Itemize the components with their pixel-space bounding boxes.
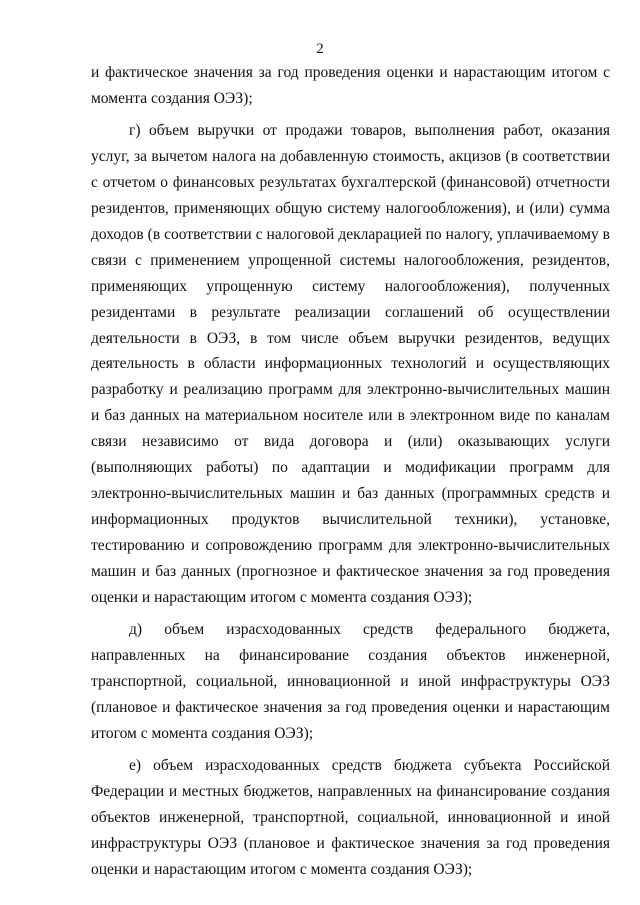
paragraph-item-d: д) объем израсходованных средств федерального бюджета, направленных на финансирование создания объектов инженерной, транспортной, социальной, инновационной и иной инфраструктуры ОЭЗ (плановое и фактическое значения за год проведения оценки и нарастающим итогом с момента создания ОЭЗ); [91, 621, 610, 742]
page-number: 2 [316, 41, 324, 57]
document-body [91, 60, 610, 883]
paragraph-item-e: е) объем израсходованных средств бюджета субъекта Российской Федерации и местных бюджетов, направленных на финансирование создания объектов инженерной, транспортной, социальной, инновационной и иной инфраструктуры ОЭЗ (плановое и фактическое значения за год проведения оценки и нарастающим итогом с момента создания ОЭЗ); [91, 756, 610, 878]
paragraph-item-g: г) объем выручки от продажи товаров, выполнения работ, оказания услуг, за вычетом налога на добавленную стоимость, акцизов (в соответствии с отчетом о финансовых результатах бухгалтерской (финансовой) отчетности резидентов, применяющих общую систему налогообложения), и (или) сумма доходов (в соответствии с налоговой декларацией по налогу, уплачиваемому в связи с применением упрощенной системы налогообложения, резидентов, применяющих упрощенную систему налогообложения), полученных резидентами в результате реализации соглашений об осуществлении деятельности в ОЭЗ, в том числе объем выручки резидентов, ведущих деятельность в области информационных технологий и осуществляющих разработку и реализацию программ для электронно-вычислительных машин и баз данных на материальном носителе или в электронном виде по каналам связи независимо от вида договора и (или) оказывающих услуги (выполняющих работы) по адаптации и модификации программ для электронно-вычислительных машин и баз данных (программных средств и информационных продуктов вычислительной техники), установке, тестированию и сопровождению программ для электронно-вычислительных машин и баз данных (прогнозное и фактическое значения за год проведения оценки и нарастающим итогом с момента создания ОЭЗ); [91, 121, 610, 607]
paragraph-continuation: и фактическое значения за год проведения оценки и нарастающим итогом с момента создания ОЭЗ); [91, 64, 610, 107]
